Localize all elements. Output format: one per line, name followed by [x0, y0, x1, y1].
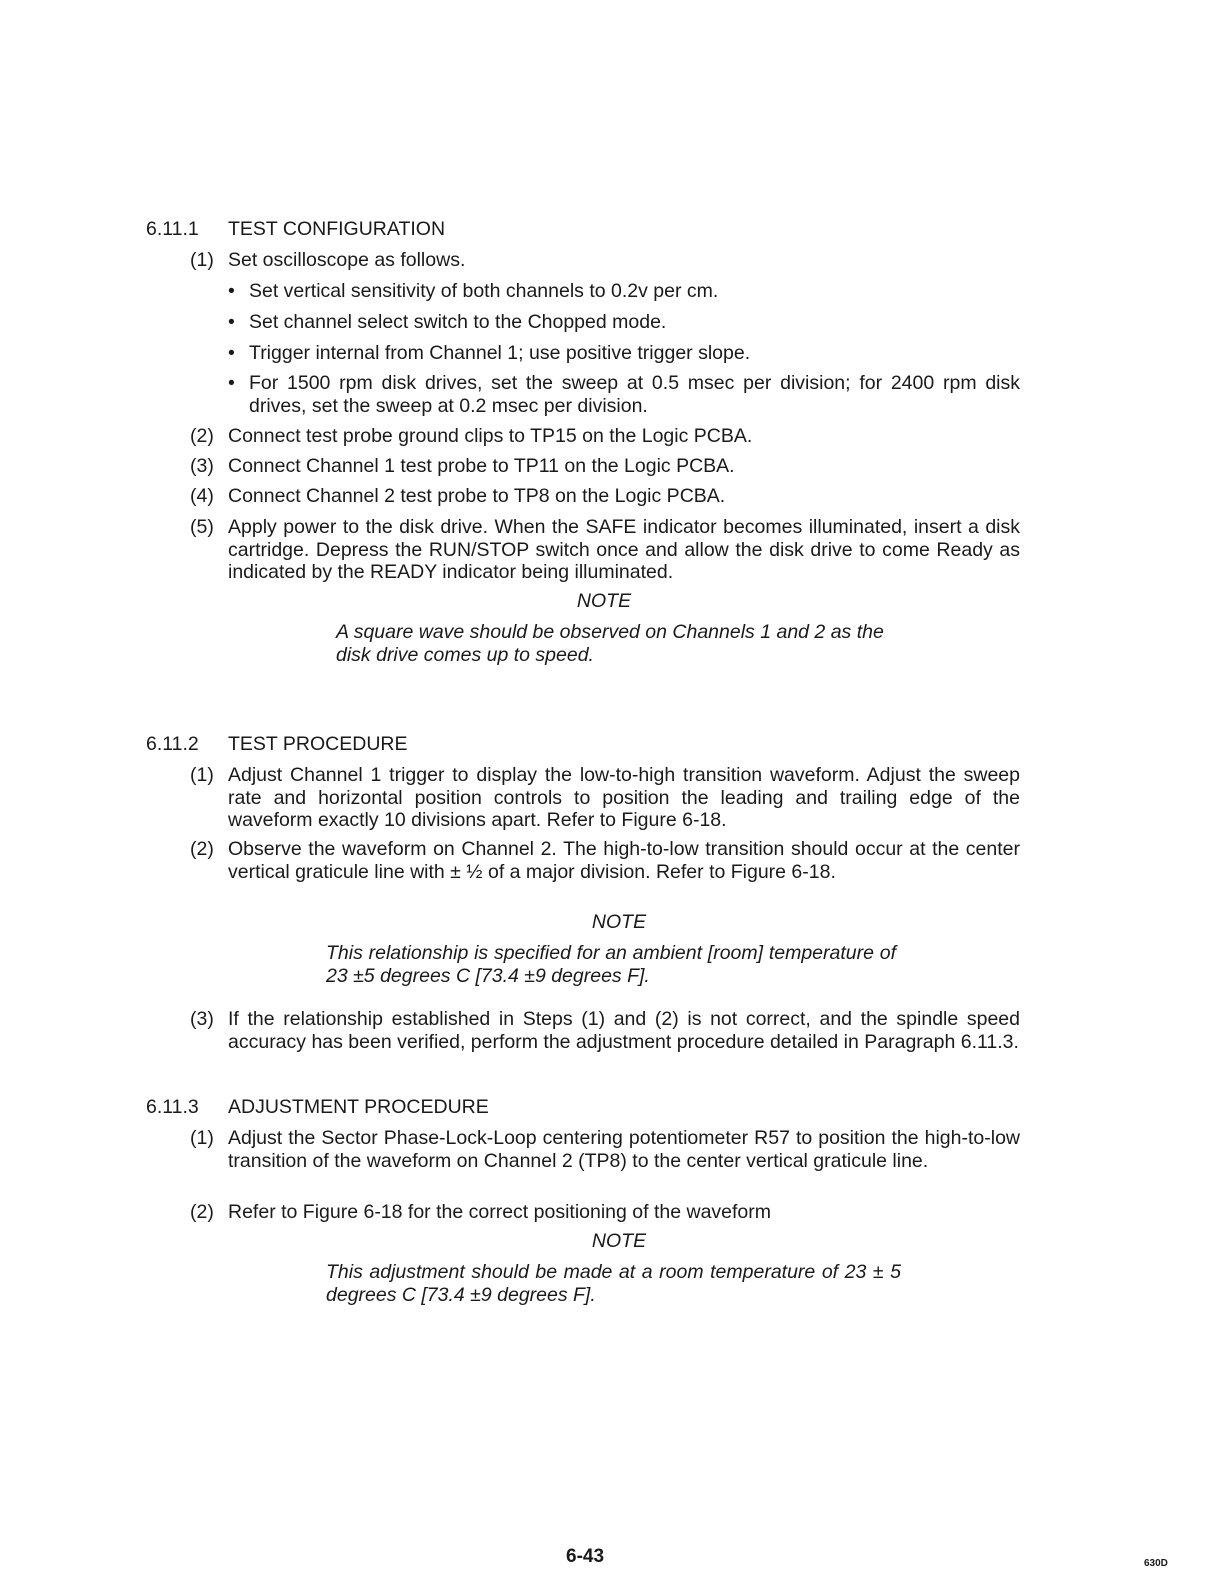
step-item	[190, 1201, 1020, 1224]
step-number: (1)	[190, 764, 214, 786]
bullet-icon: •	[228, 372, 235, 394]
bullet-item	[228, 372, 1020, 417]
step-number: (4)	[190, 485, 214, 507]
bullet-icon: •	[228, 280, 235, 302]
step-text: Apply power to the disk drive. When the SAFE indicator becomes illuminated, insert a disk cartridge. Depress the RUN/STOP switch once and allow the disk drive to come Ready as indicated by the READY indicator being illuminated.	[228, 516, 1020, 583]
step-number: (2)	[190, 838, 214, 860]
bullet-text: Set vertical sensitivity of both channels to 0.2v per cm.	[249, 280, 719, 302]
section-heading-test-procedure	[146, 733, 408, 756]
step-item	[190, 1008, 1020, 1053]
step-number: (5)	[190, 516, 214, 538]
note-title: NOTE	[591, 1230, 647, 1252]
page-number: 6-43	[566, 1546, 605, 1567]
step-text: Connect test probe ground clips to TP15 on the Logic PCBA.	[228, 425, 753, 447]
step-number: (1)	[190, 1127, 214, 1149]
step-text: Connect Channel 1 test probe to TP11 on the Logic PCBA.	[228, 455, 735, 477]
section-title: ADJUSTMENT PROCEDURE	[228, 1096, 489, 1118]
step-number: (1)	[190, 249, 214, 271]
section-title: TEST PROCEDURE	[228, 733, 408, 755]
bullet-item	[228, 342, 1020, 365]
bullet-icon: •	[228, 311, 235, 333]
step-text: If the relationship established in Steps (1) and (2) is not correct, and the spindle speed accuracy has been verified, perform the adjustment procedure detailed in Paragraph 6.11.3.	[228, 1008, 1020, 1053]
section-number: 6.11.3	[146, 1096, 199, 1118]
note-text: This adjustment should be made at a room temperature of 23 ± 5 degrees C [73.4 ±9 degrees F].	[326, 1261, 901, 1306]
section-heading-adjustment-procedure	[146, 1096, 489, 1119]
step-item	[190, 455, 1020, 478]
step-number: (3)	[190, 455, 214, 477]
section-heading-test-configuration	[146, 218, 445, 241]
step-number: (3)	[190, 1008, 214, 1030]
step-item	[190, 838, 1020, 883]
bullet-text: For 1500 rpm disk drives, set the sweep at 0.5 msec per division; for 2400 rpm disk drives, set the sweep at 0.2 msec per division.	[249, 372, 1020, 417]
step-text: Adjust Channel 1 trigger to display the low-to-high transition waveform. Adjust the sweep rate and horizontal position controls to position the leading and trailing edge of the waveform exactly 10 divisions apart. Refer to Figure 6-18.	[228, 764, 1020, 831]
step-item	[190, 1127, 1020, 1172]
step-text: Refer to Figure 6-18 for the correct positioning of the waveform	[228, 1201, 772, 1223]
document-code: 630D	[1144, 1558, 1168, 1569]
bullet-item	[228, 311, 1020, 334]
note-title: NOTE	[576, 590, 632, 612]
section-number: 6.11.2	[146, 733, 199, 755]
bullet-text: Trigger internal from Channel 1; use positive trigger slope.	[249, 342, 751, 364]
step-item	[190, 249, 1020, 272]
step-text: Observe the waveform on Channel 2. The high-to-low transition should occur at the center vertical graticule line with ± ½ of a major division. Refer to Figure 6-18.	[228, 838, 1020, 883]
bullet-icon: •	[228, 342, 235, 364]
step-number: (2)	[190, 425, 214, 447]
step-text: Adjust the Sector Phase-Lock-Loop centering potentiometer R57 to position the high-to-low transition of the waveform on Channel 2 (TP8) to the center vertical graticule line.	[228, 1127, 1020, 1172]
step-number: (2)	[190, 1201, 214, 1223]
note-text: This relationship is specified for an ambient [room] temperature of 23 ±5 degrees C [73.4 ±9 degrees F].	[326, 942, 896, 987]
step-item	[190, 764, 1020, 832]
bullet-item	[228, 280, 1020, 303]
step-item	[190, 516, 1020, 584]
section-title: TEST CONFIGURATION	[228, 218, 446, 240]
note-title: NOTE	[591, 911, 647, 933]
note-text: A square wave should be observed on Channels 1 and 2 as the disk drive comes up to speed.	[336, 621, 884, 666]
section-number: 6.11.1	[146, 218, 199, 240]
step-text: Connect Channel 2 test probe to TP8 on the Logic PCBA.	[228, 485, 726, 507]
step-item	[190, 425, 1020, 448]
step-text: Set oscilloscope as follows.	[228, 249, 466, 271]
step-item	[190, 485, 1020, 508]
bullet-text: Set channel select switch to the Chopped mode.	[249, 311, 667, 333]
